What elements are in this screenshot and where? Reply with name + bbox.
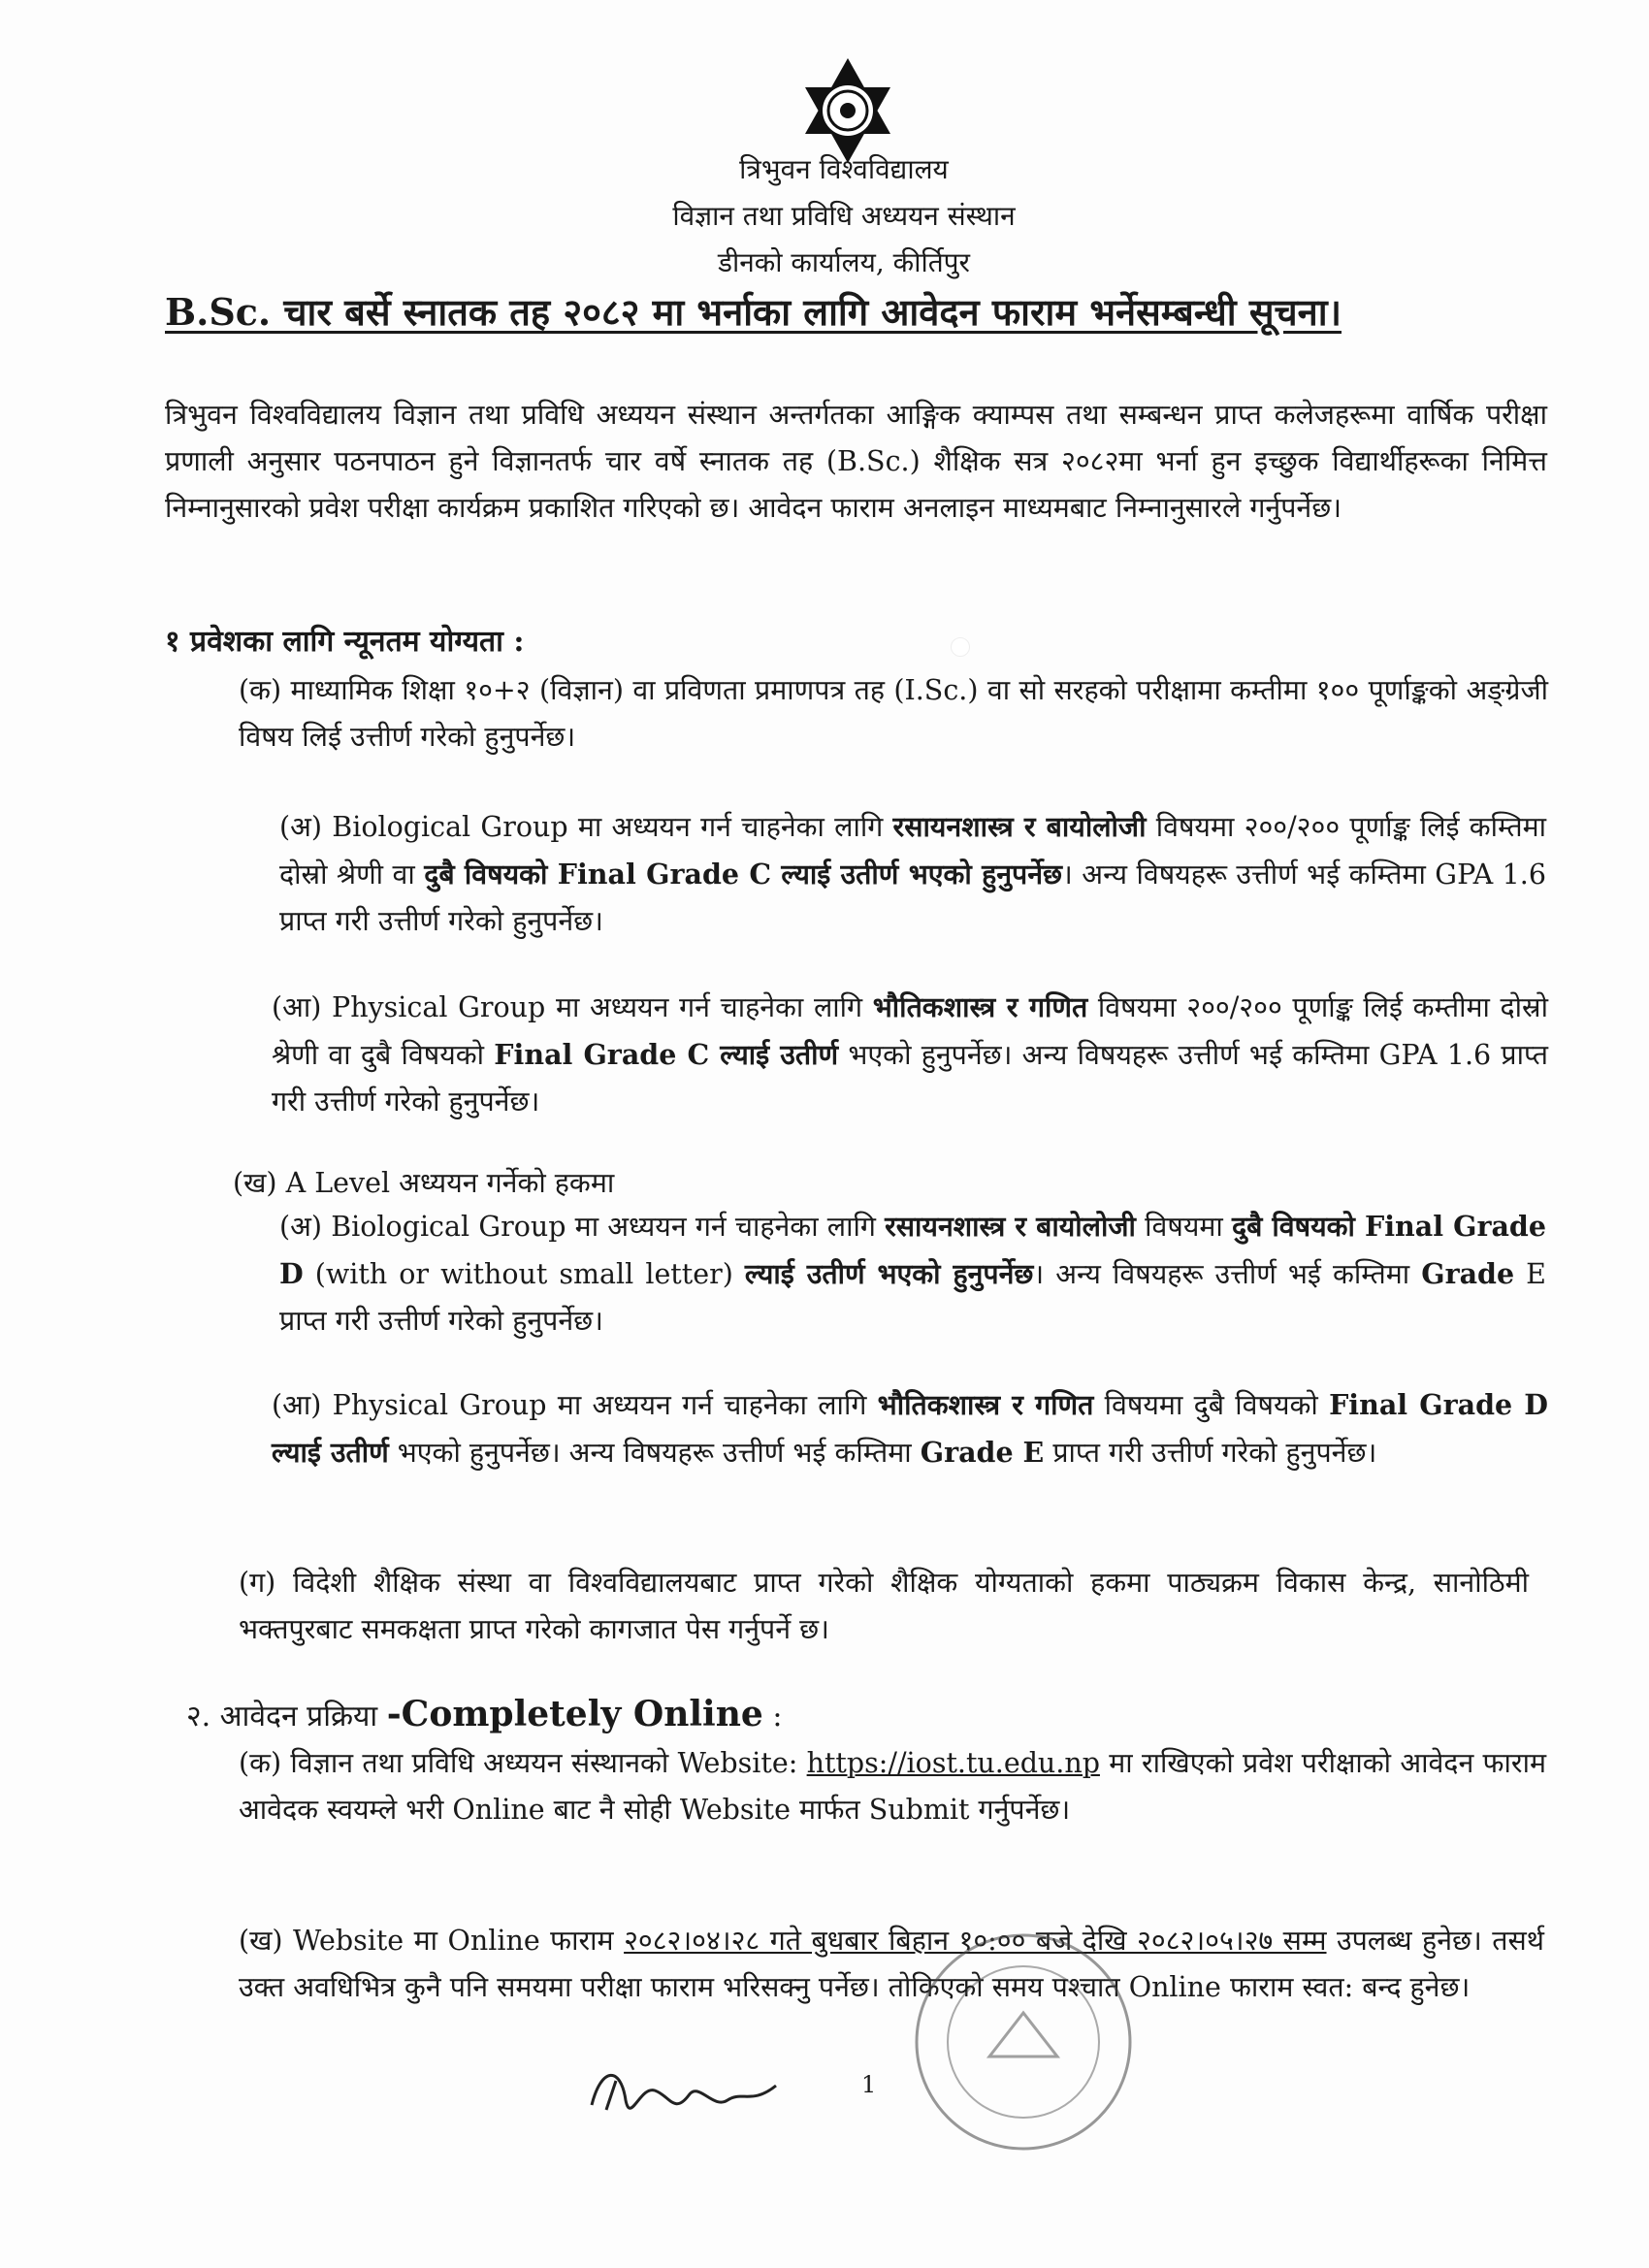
clause-ga: (ग) विदेशी शैक्षिक संस्था वा विश्वविद्यालयबाट प्राप्त गरेको शैक्षिक योग्यताको हकमा पाठ्यक्रम विकास केन्द्र, सानोठिमी भक्तपुरबाट समकक्षता प्राप्त गरेको कागजात पेस गर्नुपर्ने छ। (239, 1567, 1529, 1645)
institute-name: विज्ञान तथा प्रविधि अध्ययन संस्थान (672, 200, 1016, 232)
signature (582, 2057, 786, 2134)
clause-a-level-biological: (अ) Biological Group मा अध्ययन गर्न चाहनेका लागि रसायनशास्त्र र बायोलोजी विषयमा दुबै विषयको Final Grade D (with or without small letter) ल्याई उतीर्ण भएको हुनुपर्नेछ। अन्य विषयहरू उत्तीर्ण भई कम्तिमा Grade E प्राप्त गरी उत्तीर्ण गरेको हुनुपर्नेछ। (279, 1210, 1546, 1337)
office-stamp (902, 1921, 1145, 2163)
application-period: २०८२।०४।२८ गते बुधबार बिहान १०:०० बजे देखि २०८२।०५।२७ सम्म (624, 1925, 1327, 1957)
paper-mark (951, 637, 970, 657)
website-link[interactable]: https://iost.tu.edu.np (806, 1747, 1100, 1779)
intro-paragraph: त्रिभुवन विश्वविद्यालय विज्ञान तथा प्रविधि अध्ययन संस्थान अन्तर्गतका आङ्गिक क्याम्पस तथा सम्बन्धन प्राप्त कलेजहरूमा वार्षिक परीक्षा प्रणाली अनुसार पठनपाठन हुने विज्ञानतर्फ चार वर्षे स्नातक तह (B.Sc.) शैक्षिक सत्र २०८२मा भर्ना हुन इच्छुक विद्यार्थीहरूका निमित्त निम्नानुसारको प्रवेश परीक्षा कार्यक्रम प्रकाशित गरिएको छ। आवेदन फाराम अनलाइन माध्यमबाट निम्नानुसारले गर्नुपर्नेछ। (165, 399, 1547, 524)
clause-online-dates: (ख) Website मा Online फाराम २०८२।०४।२८ गते बुधबार बिहान १०:०० बजे देखि २०८२।०५।२७ सम्म उपलब्ध हुनेछ। तसर्थ उक्त अवधिभित्र कुनै पनि समयमा परीक्षा फाराम भरिसक्नु पर्नेछ। तोकिएको समय पश्चात Online फाराम स्वत: बन्द हुनेछ। (239, 1925, 1544, 2003)
clause-kha-heading: (ख) A Level अध्ययन गर्नेको हकमा (233, 1167, 615, 1199)
office-name: डीनको कार्यालय, कीर्तिपुर (717, 246, 971, 278)
section-1-heading: १ प्रवेशका लागि न्यूनतम योग्यता : (165, 625, 525, 659)
clause-ka: (क) माध्यामिक शिक्षा १०+२ (विज्ञान) वा प्रविणता प्रमाणपत्र तह (I.Sc.) वा सो सरहको परीक्षामा कम्तीमा १०० पूर्णाङ्कको अङ्ग्रेजी विषय लिई उत्तीर्ण गरेको हुनुपर्नेछ। (239, 674, 1548, 753)
university-emblem (793, 56, 902, 165)
clause-website: (क) विज्ञान तथा प्रविधि अध्ययन संस्थानको Website: https://iost.tu.edu.np मा राखिएको प्रवेश परीक्षाको आवेदन फाराम आवेदक स्वयम्ले भरी Online बाट नै सोही Website मार्फत Submit गर्नुपर्नेछ। (239, 1747, 1546, 1826)
notice-title: B.Sc. चार बर्से स्नातक तह २०८२ मा भर्नाका लागि आवेदन फाराम भर्नेसम्बन्धी सूचना। (165, 290, 1342, 334)
page-number: 1 (861, 2071, 877, 2098)
section-2-heading: २. आवेदन प्रक्रिया -Completely Online : (186, 1694, 783, 1734)
university-name: त्रिभुवन विश्वविद्यालय (739, 153, 949, 185)
clause-a-biological: (अ) Biological Group मा अध्ययन गर्न चाहनेका लागि रसायनशास्त्र र बायोलोजी विषयमा २००/२०० पूर्णाङ्क लिई कम्तिमा दोस्रो श्रेणी वा दुबै विषयको Final Grade C ल्याई उतीर्ण भएको हुनुपर्नेछ। अन्य विषयहरू उत्तीर्ण भई कम्तिमा GPA 1.6 प्राप्त गरी उत्तीर्ण गरेको हुनुपर्नेछ। (279, 810, 1546, 937)
clause-a-level-physical: (आ) Physical Group मा अध्ययन गर्न चाहनेका लागि भौतिकशास्त्र र गणित विषयमा दुबै विषयको Final Grade D ल्याई उतीर्ण भएको हुनुपर्नेछ। अन्य विषयहरू उत्तीर्ण भई कम्तिमा Grade E प्राप्त गरी उत्तीर्ण गरेको हुनुपर्नेछ। (272, 1388, 1549, 1469)
clause-aa-physical: (आ) Physical Group मा अध्ययन गर्न चाहनेका लागि भौतिकशास्त्र र गणित विषयमा २००/२०० पूर्णाङ्क लिई कम्तीमा दोस्रो श्रेणी वा दुबै विषयको Final Grade C ल्याई उतीर्ण भएको हुनुपर्नेछ। अन्य विषयहरू उत्तीर्ण भई कम्तिमा GPA 1.6 प्राप्त गरी उत्तीर्ण गरेको हुनुपर्नेछ। (272, 990, 1548, 1118)
